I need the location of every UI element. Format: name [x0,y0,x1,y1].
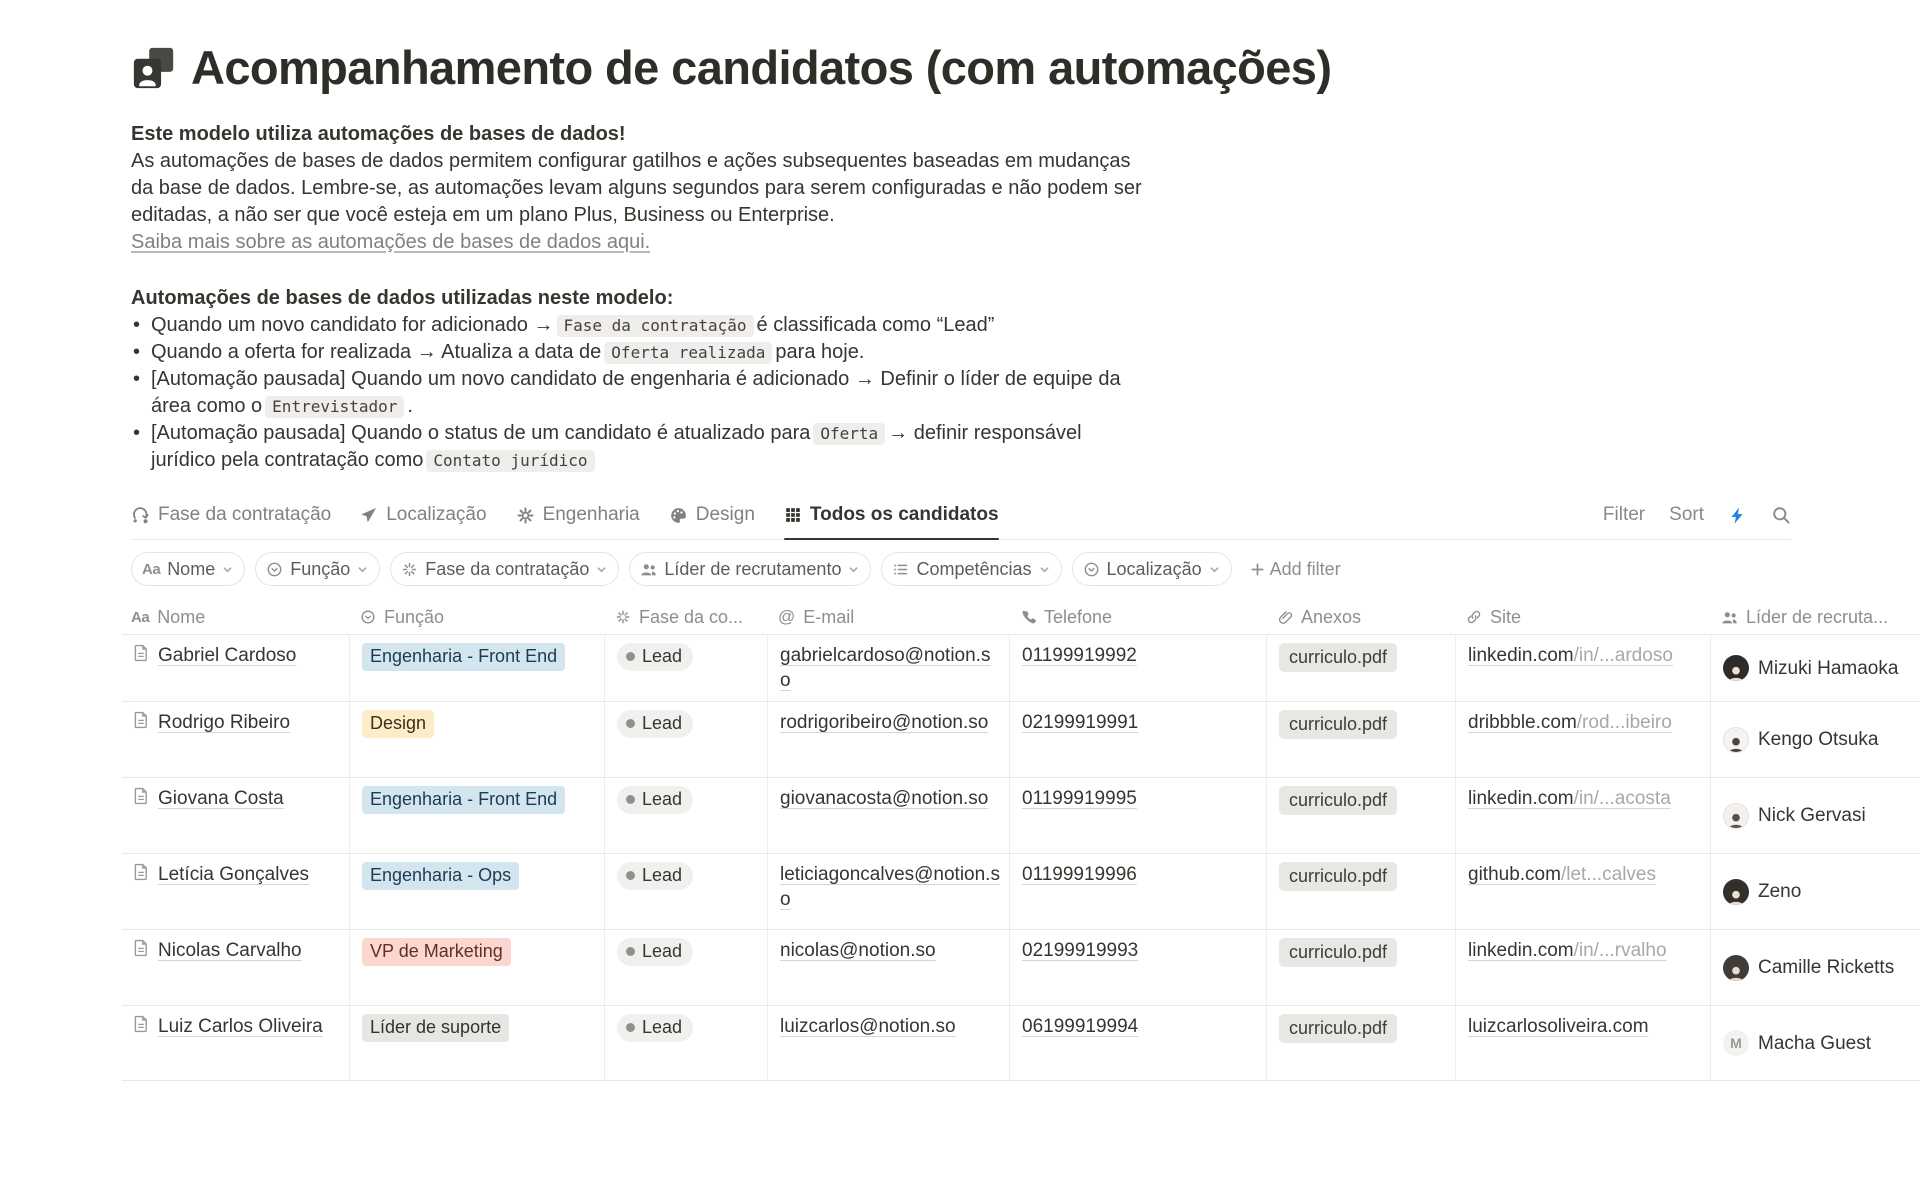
page-title: Acompanhamento de candidatos (com automações) [191,41,1332,94]
stage-pill [617,710,693,738]
leader-name: Nick Gervasi [1758,805,1866,826]
column-header-anexos[interactable] [1267,600,1456,634]
filter-chip-localizacao[interactable] [1072,552,1232,586]
email-cell[interactable] [768,854,1010,929]
avatar-letter [1724,804,1748,828]
document-icon [131,938,151,958]
role-cell[interactable] [350,854,605,929]
lightning-icon[interactable] [1728,506,1747,525]
stage-label: Lead [642,865,683,885]
column-header-label: Líder de recruta... [1746,606,1889,627]
site-link [1468,1014,1649,1039]
link-icon [1466,609,1482,625]
tab-label: Engenharia [542,504,640,525]
candidate-name: Luiz Carlos Oliveira [158,1016,323,1037]
column-header-label: Site [1490,606,1522,627]
stage-cell[interactable] [605,930,768,1005]
view-controls [1603,504,1791,539]
phone-value: 06199919994 [1022,1016,1139,1037]
email-cell[interactable] [768,635,1010,701]
document-icon [131,862,151,882]
leader-name: Kengo Otsuka [1758,729,1879,750]
avatar-letter [1723,655,1749,681]
avatar [1723,879,1749,905]
role-tag: Líder de suporte [362,1014,509,1042]
chevron-down-icon [1209,564,1220,575]
leader-cell[interactable] [1711,854,1920,929]
chevron-down-icon [357,564,368,575]
phone-cell[interactable] [1010,702,1267,777]
chevron-down-icon [1039,564,1050,575]
attachment-chip: curriculo.pdf [1279,1014,1397,1043]
site-link [1468,710,1672,735]
email-value: giovanacosta@notion.so [780,788,989,809]
phone-value: 01199919995 [1022,788,1137,809]
column-header-label: E-mail [803,606,855,627]
stage-pill [617,643,693,671]
name-cell[interactable] [122,702,350,777]
phone-cell[interactable] [1010,635,1267,701]
automations-list [131,312,1143,474]
people-icon [1721,609,1738,626]
attachment-chip: curriculo.pdf [1279,786,1397,815]
stage-cell[interactable] [605,854,768,929]
filter-chip-lider-de-recrutamento[interactable] [629,552,871,586]
filter-chip-label: Nome [167,558,216,579]
attachment-cell[interactable] [1267,1006,1456,1080]
phone-icon [1020,609,1036,625]
name-cell[interactable] [122,635,350,701]
property-filter-bar [131,552,1920,586]
automation-bullet [131,312,1143,339]
site-muted: /in/...ardoso [1573,645,1673,666]
site-link [1468,862,1656,887]
role-tag: Engenharia - Front End [362,643,565,671]
avatar [1723,727,1749,753]
filter-chip-label: Função [290,558,351,579]
leader-cell[interactable] [1711,1006,1920,1080]
site-main: luizcarlosoliveira.com [1468,1016,1649,1037]
stage-cell[interactable] [605,635,768,701]
column-header-label: Nome [157,606,206,627]
leader-name: Camille Ricketts [1758,957,1895,978]
leader-name: Zeno [1758,881,1802,902]
palette-icon [669,506,688,525]
role-cell[interactable] [350,1006,605,1080]
email-value: leticiagoncalves@notion.so [780,864,1000,910]
location-cursor-icon [360,506,378,524]
attachment-chip: curriculo.pdf [1279,862,1397,891]
bullet-text: [Automação pausada] Quando o status de um candidato é atualizado para [151,422,811,444]
role-cell[interactable] [350,930,605,1005]
column-header-label: Anexos [1301,606,1362,627]
stage-pill [617,786,693,814]
table-row [122,929,1920,1005]
attachment-chip: curriculo.pdf [1279,710,1397,739]
board-cycle-icon [131,506,150,525]
column-header-site[interactable] [1456,600,1711,634]
status-dot [626,947,635,956]
leader-cell[interactable] [1711,778,1920,853]
property-chip: Oferta [813,423,885,445]
tab-fase-da-contratacao[interactable] [131,504,331,539]
attachment-cell[interactable] [1267,930,1456,1005]
tab-todos-os-candidatos[interactable] [784,504,999,539]
email-cell[interactable] [768,702,1010,777]
intro-heading: Este modelo utiliza automações de bases de dados! [131,123,626,145]
leader-cell[interactable] [1711,930,1920,1005]
column-header-email[interactable] [768,600,1010,634]
table-row [122,853,1920,929]
role-tag: Engenharia - Front End [362,786,565,814]
phone-cell[interactable] [1010,1006,1267,1080]
stage-pill [617,1014,693,1042]
email-cell[interactable] [768,930,1010,1005]
email-value: luizcarlos@notion.so [780,1016,956,1037]
add-filter-button[interactable] [1250,559,1341,580]
filter-chip-fase-da-contratacao[interactable] [390,552,619,586]
table-grid-icon [784,506,802,524]
stage-cell[interactable] [605,702,768,777]
phone-cell[interactable] [1010,854,1267,929]
site-link [1468,938,1667,963]
site-cell[interactable] [1456,854,1711,929]
phone-value: 02199919991 [1022,712,1139,733]
leader-name: Macha Guest [1758,1032,1871,1054]
table-row [122,777,1920,853]
bullet-text: para hoje. [775,341,865,363]
attachment-cell[interactable] [1267,635,1456,701]
bullet-text: → definir responsável jurídico pela contratação como [151,422,1082,471]
filter-button[interactable]: Filter [1602,504,1646,525]
property-chip: Oferta realizada [604,342,772,364]
site-cell[interactable] [1456,635,1711,701]
attachment-chip: curriculo.pdf [1279,643,1397,672]
property-chip: Entrevistador [265,396,404,418]
site-cell[interactable] [1456,1006,1711,1080]
paperclip-icon [1277,609,1293,625]
phone-value: 02199919993 [1022,940,1139,961]
name-cell[interactable] [122,854,350,929]
avatar [1723,955,1749,981]
attachment-cell[interactable] [1267,854,1456,929]
text-property-icon: Aa [131,608,150,626]
stage-cell[interactable] [605,778,768,853]
role-tag: Engenharia - Ops [362,862,519,890]
email-value: rodrigoribeiro@notion.so [780,712,989,733]
status-icon [615,609,631,625]
role-cell[interactable] [350,635,605,701]
chevron-down-icon [848,564,859,575]
column-header-fase[interactable] [605,600,768,634]
name-cell[interactable] [122,1006,350,1080]
status-dot [626,871,635,880]
gear-icon [516,506,535,525]
tab-label: Localização [386,504,487,525]
stage-pill [617,938,693,966]
plus-icon [1250,562,1265,577]
learn-more-link[interactable]: Saiba mais sobre as automações de bases de dados aqui. [131,231,651,253]
stage-label: Lead [642,1017,683,1037]
page-header [131,40,1920,95]
tab-engenharia[interactable] [516,504,640,539]
table-row [122,1005,1920,1081]
column-header-label: Fase da co... [639,606,744,627]
site-main: dribbble.com [1468,712,1577,733]
status-dot [626,1023,635,1032]
site-main: linkedin.com [1468,788,1574,809]
name-cell[interactable] [122,930,350,1005]
stage-pill [617,862,693,890]
email-value: gabrielcardoso@notion.so [780,645,991,691]
attachment-chip: curriculo.pdf [1279,938,1397,967]
bullet-text: . [407,395,413,417]
add-filter-label: Add filter [1269,558,1341,579]
phone-value: 01199919992 [1022,645,1137,666]
document-icon [131,786,151,806]
view-tabs [131,504,999,539]
candidate-name: Nicolas Carvalho [158,940,302,961]
text-property-icon: Aa [142,560,161,578]
tab-localizacao[interactable] [360,504,486,539]
bullet-text: é classificada como “Lead” [756,314,995,336]
role-cell[interactable] [350,778,605,853]
site-muted: /rod...ibeiro [1576,712,1672,733]
leader-cell[interactable] [1711,635,1920,701]
filter-chip-nome[interactable] [131,552,245,586]
bullet-text: Quando a oferta for realizada → Atualiza a data de [151,341,602,363]
tab-design[interactable] [669,504,755,539]
phone-cell[interactable] [1010,930,1267,1005]
avatar-letter [1724,728,1748,752]
select-icon [1083,561,1100,578]
avatar-letter [1723,955,1749,981]
candidate-name: Giovana Costa [158,788,284,809]
leader-name: Mizuki Hamaoka [1758,657,1899,679]
sort-button[interactable]: Sort [1669,504,1704,525]
status-dot [626,652,635,661]
intro-body: As automações de bases de dados permitem configurar gatilhos e ações subsequentes baseadas em mudanças da base de dados. Lembre-se, as automações levam alguns segundos para serem configuradas e não podem ser editadas, a não ser que você esteja em um plano Plus, Business ou Enterprise. [131,150,1142,226]
table-row [122,634,1920,701]
candidate-name: Letícia Gonçalves [158,864,310,885]
status-dot [626,795,635,804]
view-tabs-bar [131,504,1791,540]
site-main: linkedin.com [1468,940,1574,961]
tab-label: Design [695,504,755,525]
stage-cell[interactable] [605,1006,768,1080]
phone-cell[interactable] [1010,778,1267,853]
site-muted: /in/...acosta [1573,788,1671,809]
column-header-funcao[interactable] [350,600,605,634]
at-icon: @ [778,607,796,626]
intro-block [131,121,1143,312]
column-header-telefone[interactable] [1010,600,1267,634]
column-header-label: Função [384,606,445,627]
document-icon [131,1014,151,1034]
status-dot [626,719,635,728]
stage-label: Lead [642,789,683,809]
search-icon[interactable] [1771,505,1791,525]
people-icon [640,561,657,578]
site-muted: /let...calves [1560,864,1656,885]
candidates-table [122,600,1920,1081]
candidate-name: Rodrigo Ribeiro [158,712,291,733]
table-header-row [122,600,1920,634]
candidate-name: Gabriel Cardoso [158,645,297,666]
site-link [1468,786,1671,811]
column-header-lider[interactable] [1711,600,1920,634]
stage-label: Lead [642,941,683,961]
site-link [1468,643,1673,668]
bullet-text: [Automação pausada] Quando um novo candidato de engenharia é adicionado → Definir o líder de equipe da área como o [151,368,1121,417]
automations-heading: Automações de bases de dados utilizadas neste modelo: [131,287,674,309]
site-main: github.com [1468,864,1561,885]
role-tag: VP de Marketing [362,938,511,966]
phone-value: 01199919996 [1022,864,1137,885]
automation-bullet [131,339,1143,366]
filter-chip-label: Competências [916,558,1032,579]
stage-label: Lead [642,713,683,733]
avatar-letter: M [1730,1034,1742,1051]
property-chip: Contato jurídico [426,450,594,472]
email-value: nicolas@notion.so [780,940,936,961]
automation-bullet [131,420,1143,474]
attachment-cell[interactable] [1267,702,1456,777]
avatar [1723,803,1749,829]
role-cell[interactable] [350,702,605,777]
leader-cell[interactable] [1711,702,1920,777]
status-icon [401,561,418,578]
tab-label: Todos os candidatos [809,504,999,525]
column-header-nome[interactable] [122,600,350,634]
select-icon [360,609,376,625]
filter-chip-label: Localização [1106,558,1202,579]
tab-label: Fase da contratação [158,504,332,525]
document-icon [131,643,151,663]
filter-chip-label: Fase da contratação [425,558,590,579]
automation-bullet [131,366,1143,420]
attachment-cell[interactable] [1267,778,1456,853]
email-cell[interactable] [768,1006,1010,1080]
select-icon [266,561,283,578]
site-cell[interactable] [1456,702,1711,777]
site-main: linkedin.com [1468,645,1574,666]
avatar-letter [1723,879,1749,905]
document-icon [131,710,151,730]
table-row [122,701,1920,777]
chevron-down-icon [596,564,607,575]
site-cell[interactable] [1456,930,1711,1005]
stage-label: Lead [642,646,683,666]
role-tag: Design [362,710,434,738]
avatar [1723,655,1749,681]
filter-chip-competencias[interactable] [881,552,1061,586]
site-cell[interactable] [1456,778,1711,853]
avatar [1723,1030,1749,1056]
multi-select-icon [892,561,909,578]
filter-chip-label: Líder de recrutamento [664,558,842,579]
chevron-down-icon [222,564,233,575]
column-header-label: Telefone [1044,606,1113,627]
site-muted: /in/...rvalho [1573,940,1667,961]
name-cell[interactable] [122,778,350,853]
filter-chip-funcao[interactable] [255,552,380,586]
email-cell[interactable] [768,778,1010,853]
property-chip: Fase da contratação [557,315,754,337]
bullet-text: Quando um novo candidato for adicionado → [151,314,554,336]
contacts-card-icon [131,45,177,91]
